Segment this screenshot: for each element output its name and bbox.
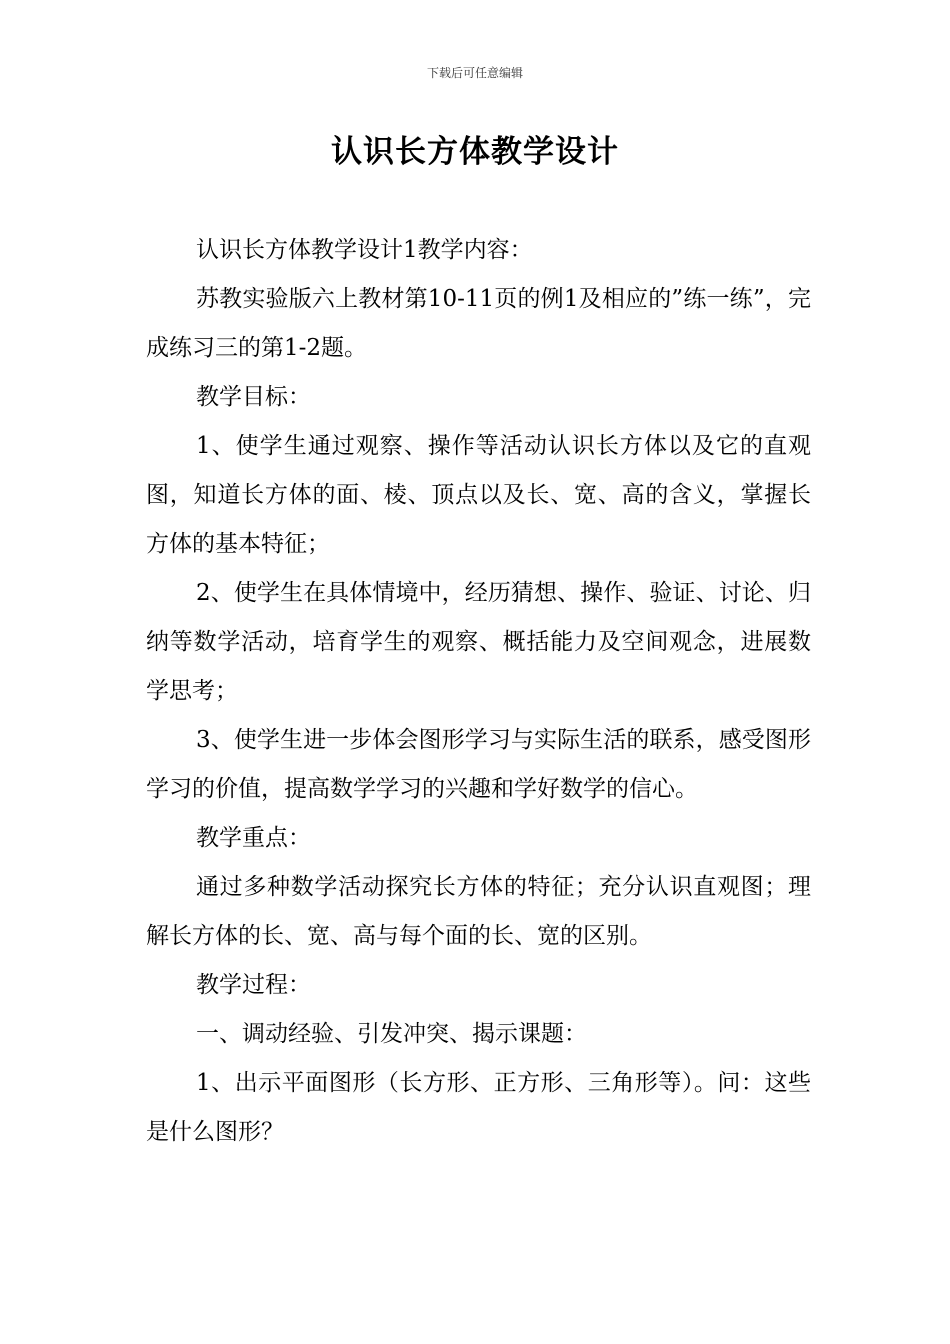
paragraph-step-1: 1、出示平面图形（长方形、正方形、三角形等）。问：这些是什么图形？	[146, 1070, 811, 1145]
paragraph-objectives-heading: 教学目标：	[196, 384, 311, 410]
header-note: 下载后可任意编辑	[426, 66, 523, 80]
paragraph-section-1-heading: 一、调动经验、引发冲突、揭示课题：	[196, 1021, 587, 1047]
paragraph-key-points: 通过多种数学活动探究长方体的特征；充分认识直观图；理解长方体的长、宽、高与每个面的长、宽的区别。	[146, 874, 811, 949]
paragraph-objective-3: 3、使学生进一步体会图形学习与实际生活的联系，感受图形学习的价值，提高数学学习的兴趣和学好数学的信心。	[146, 727, 811, 802]
paragraph-key-points-heading: 教学重点：	[196, 825, 311, 851]
paragraph-objective-2: 2、使学生在具体情境中，经历猜想、操作、验证、讨论、归纳等数学活动，培育学生的观察、概括能力及空间观念，进展数学思考；	[146, 580, 811, 704]
paragraph-process-heading: 教学过程：	[196, 972, 311, 998]
document-title: 认识长方体教学设计	[331, 134, 619, 170]
paragraph-teaching-content: 认识长方体教学设计1教学内容：	[196, 237, 533, 263]
paragraph-textbook-reference: 苏教实验版六上教材第10-11页的例1及相应的”练一练”，完成练习三的第1-2题。	[146, 286, 811, 361]
paragraph-objective-1: 1、使学生通过观察、操作等活动认识长方体以及它的直观图，知道长方体的面、棱、顶点以及长、宽、高的含义，掌握长方体的基本特征；	[146, 433, 811, 557]
document-body	[146, 226, 811, 1157]
